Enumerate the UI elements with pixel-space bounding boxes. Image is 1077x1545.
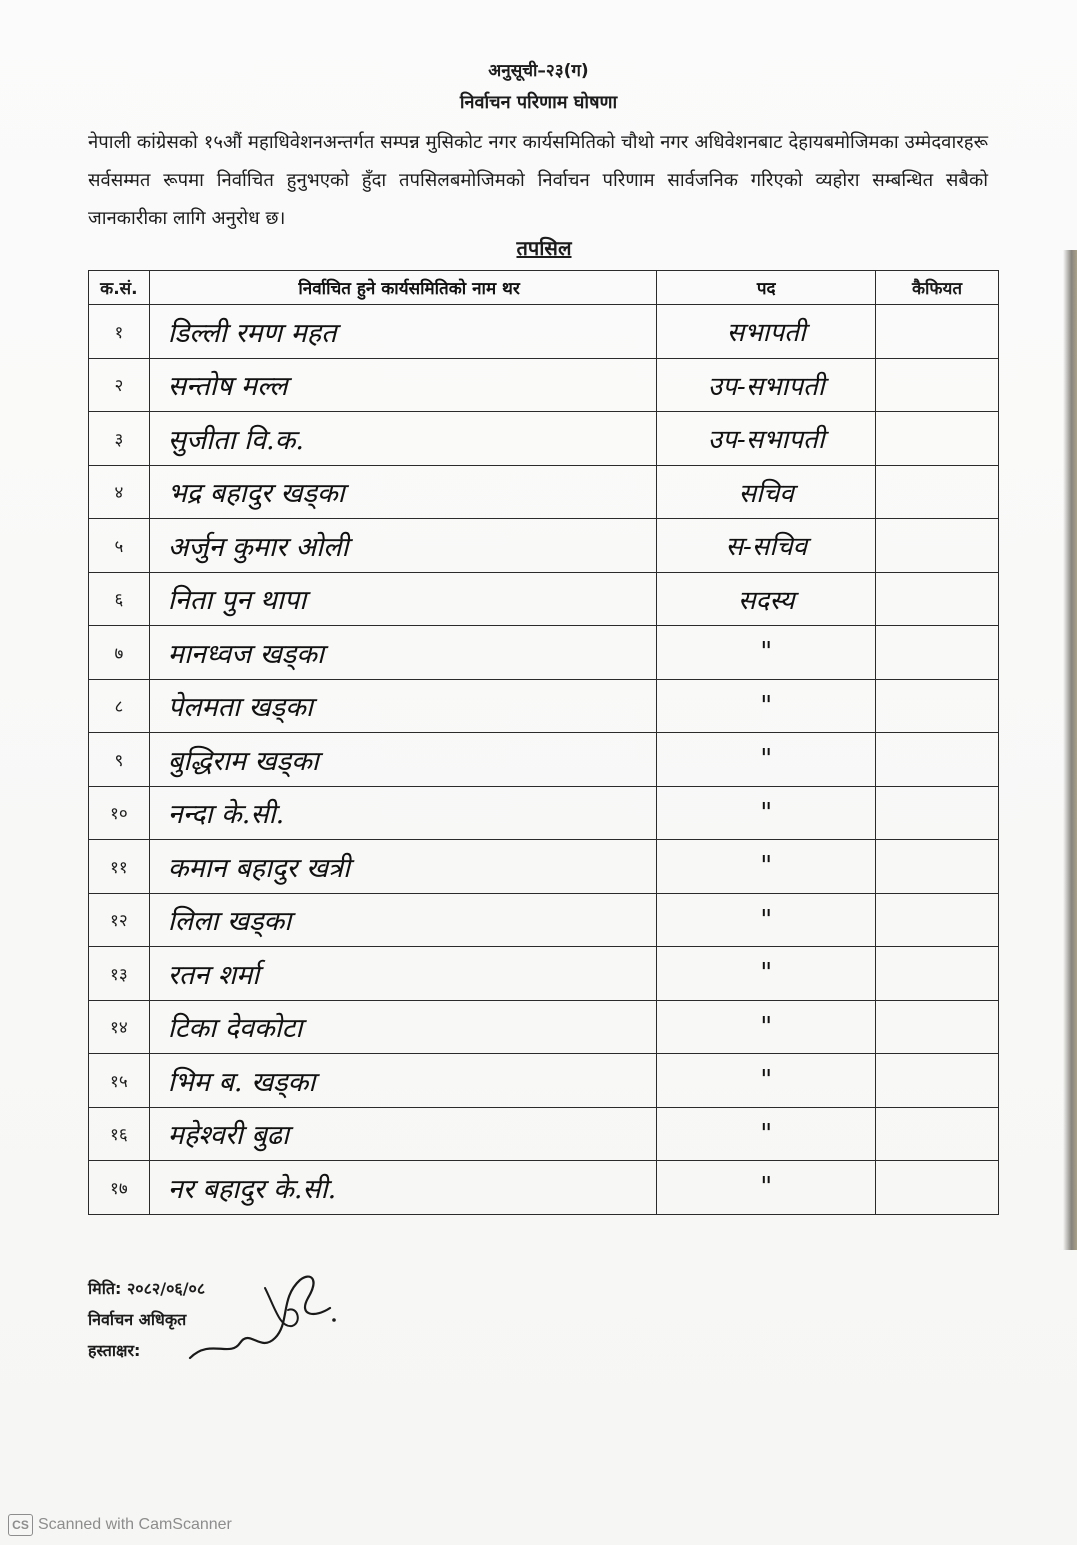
row-post: " xyxy=(657,786,876,840)
table-row xyxy=(89,786,999,840)
row-serial: ५ xyxy=(89,519,150,573)
table-row xyxy=(89,465,999,519)
camscanner-logo-icon: CS xyxy=(8,1514,33,1536)
page-edge-shadow xyxy=(1063,250,1077,1250)
row-name: टिका देवकोटा xyxy=(149,1000,657,1054)
schedule-label: अनुसूची–२३(ग) xyxy=(488,61,589,81)
row-serial: २ xyxy=(89,358,150,412)
row-post: सभापती xyxy=(657,305,876,359)
table-row xyxy=(89,1054,999,1108)
row-remarks xyxy=(876,572,999,626)
table-row xyxy=(89,358,999,412)
row-name: रतन शर्मा xyxy=(149,947,657,1001)
row-remarks xyxy=(876,412,999,466)
row-post: " xyxy=(657,1161,876,1215)
row-remarks xyxy=(876,465,999,519)
table-row xyxy=(89,733,999,787)
row-post: " xyxy=(657,733,876,787)
row-name: महेश्वरी बुढा xyxy=(149,1107,657,1161)
row-remarks xyxy=(876,786,999,840)
date-line: मिति: २०८२/०६/०८ xyxy=(88,1279,206,1298)
row-name: बुद्धिराम खड्का xyxy=(149,733,657,787)
row-remarks xyxy=(876,679,999,733)
row-serial: १५ xyxy=(89,1054,150,1108)
header-remarks: कैफियत xyxy=(876,271,999,305)
officer-line: निर्वाचन अधिकृत xyxy=(88,1310,187,1329)
row-remarks xyxy=(876,733,999,787)
table-row xyxy=(89,1107,999,1161)
row-remarks xyxy=(876,305,999,359)
table-row xyxy=(89,947,999,1001)
row-name: सुजीता वि.क. xyxy=(149,412,657,466)
row-remarks xyxy=(876,519,999,573)
row-name: नन्दा के.सी. xyxy=(149,786,657,840)
row-remarks xyxy=(876,1054,999,1108)
row-serial: ८ xyxy=(89,679,150,733)
document-heading: निर्वाचन परिणाम घोषणा xyxy=(459,92,618,113)
row-name: मानध्वज खड्का xyxy=(149,626,657,680)
row-post: " xyxy=(657,679,876,733)
row-serial: ११ xyxy=(89,840,150,894)
header-serial: क.सं. xyxy=(89,271,150,305)
notice-paragraph: नेपाली कांग्रेसको १५औं महाधिवेशनअन्तर्गत सम्पन्न मुसिकोट नगर कार्यसमितिको चौथो नगर अधिवेशनबाट देहायबमोजिमका उम्मेदवारहरू सर्वसम्मत रूपमा निर्वाचित हुनुभएको हुँदा तपसिलबमोजिमको निर्वाचन परिणाम सार्वजनिक गरिएको व्यहोरा सम्बन्धित सबैको जानकारीका लागि अनुरोध छ। xyxy=(88,132,988,229)
row-name: नर बहादुर के.सी. xyxy=(149,1161,657,1215)
row-remarks xyxy=(876,840,999,894)
row-name: निता पुन थापा xyxy=(149,572,657,626)
row-remarks xyxy=(876,1107,999,1161)
row-remarks xyxy=(876,358,999,412)
row-post: " xyxy=(657,893,876,947)
row-serial: १४ xyxy=(89,1000,150,1054)
row-post: " xyxy=(657,1054,876,1108)
row-serial: ६ xyxy=(89,572,150,626)
row-post: उप-सभापती xyxy=(657,412,876,466)
watermark-text: Scanned with CamScanner xyxy=(38,1516,232,1533)
header-name: निर्वाचित हुने कार्यसमितिको नाम थर xyxy=(149,271,657,305)
row-post: " xyxy=(657,947,876,1001)
row-remarks xyxy=(876,893,999,947)
table-row xyxy=(89,572,999,626)
table-row xyxy=(89,840,999,894)
row-remarks xyxy=(876,626,999,680)
row-serial: १० xyxy=(89,786,150,840)
election-results-table xyxy=(88,270,999,1215)
header-post: पद xyxy=(657,271,876,305)
table-row xyxy=(89,679,999,733)
row-post: " xyxy=(657,1107,876,1161)
camscanner-watermark xyxy=(8,1514,232,1536)
row-post: " xyxy=(657,1000,876,1054)
row-serial: १ xyxy=(89,305,150,359)
table-subtitle: तपसिल xyxy=(516,236,572,260)
handwritten-signature xyxy=(180,1268,340,1368)
table-row xyxy=(89,305,999,359)
row-post: " xyxy=(657,626,876,680)
table-row xyxy=(89,412,999,466)
row-serial: १६ xyxy=(89,1107,150,1161)
row-name: सन्तोष मल्ल xyxy=(149,358,657,412)
row-post: सचिव xyxy=(657,465,876,519)
row-name: अर्जुन कुमार ओली xyxy=(149,519,657,573)
table-header-row xyxy=(89,271,999,305)
row-name: कमान बहादुर खत्री xyxy=(149,840,657,894)
row-name: पेलमता खड्का xyxy=(149,679,657,733)
table-row xyxy=(89,893,999,947)
row-remarks xyxy=(876,1000,999,1054)
row-name: लिला खड्का xyxy=(149,893,657,947)
table-row xyxy=(89,1161,999,1215)
row-serial: ३ xyxy=(89,412,150,466)
row-serial: १२ xyxy=(89,893,150,947)
row-post: " xyxy=(657,840,876,894)
row-serial: ७ xyxy=(89,626,150,680)
row-post: सदस्य xyxy=(657,572,876,626)
row-serial: १३ xyxy=(89,947,150,1001)
row-name: डिल्ली रमण महत xyxy=(149,305,657,359)
row-post: स-सचिव xyxy=(657,519,876,573)
table-row xyxy=(89,519,999,573)
table-row xyxy=(89,1000,999,1054)
row-name: भद्र बहादुर खड्का xyxy=(149,465,657,519)
row-serial: १७ xyxy=(89,1161,150,1215)
row-serial: ४ xyxy=(89,465,150,519)
row-remarks xyxy=(876,947,999,1001)
row-post: उप-सभापती xyxy=(657,358,876,412)
signature-label: हस्ताक्षर: xyxy=(88,1341,141,1360)
row-serial: ९ xyxy=(89,733,150,787)
table-row xyxy=(89,626,999,680)
row-remarks xyxy=(876,1161,999,1215)
row-name: भिम ब. खड्का xyxy=(149,1054,657,1108)
